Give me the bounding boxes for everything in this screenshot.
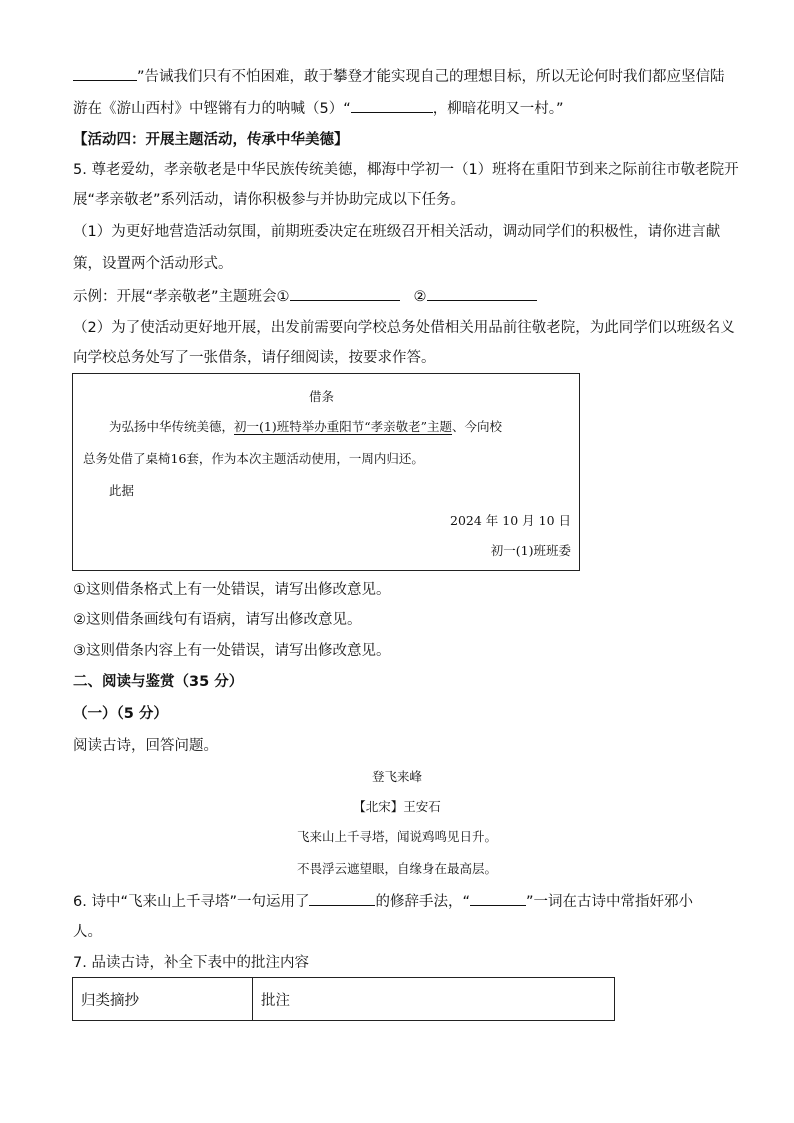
- underlined-sentence: 初一(1)班特举办重阳节“孝亲敬老”主题: [234, 419, 453, 434]
- iou-title: 借条: [309, 389, 335, 404]
- q5-task-3: ③这则借条内容上有一处错误，请写出修改意见。: [73, 643, 391, 659]
- answer-blank[interactable]: [290, 286, 400, 301]
- activity-4-heading: 【活动四：开展主题活动，传承中华美德】: [73, 132, 349, 148]
- q5-task-1: ①这则借条格式上有一处错误，请写出修改意见。: [73, 582, 391, 598]
- iou-date: 2024 年 10 月 10 日: [450, 513, 571, 528]
- iou-signature: 初一(1)班班委: [490, 543, 571, 558]
- reading-instruction: 阅读古诗，回答问题。: [73, 738, 218, 754]
- answer-blank[interactable]: [309, 891, 375, 906]
- table-header-cell: 归类摘抄: [73, 978, 253, 1021]
- annotation-table: [72, 977, 615, 1021]
- poem-line-2: 不畏浮云遮望眼，自缘身在最高层。: [296, 861, 497, 876]
- answer-blank[interactable]: [351, 98, 433, 113]
- iou-body-line-1: 为弘扬中华传统美德，初一(1)班特举办重阳节“孝亲敬老”主题、今向校: [109, 419, 503, 434]
- answer-blank[interactable]: [427, 286, 537, 301]
- poem-author: 【北宋】王安石: [353, 799, 441, 814]
- q6-line-1: 6. 诗中“飞来山上千寻塔”一句运用了 的修辞手法，“ ”一词在古诗中常指奸邪小: [73, 891, 693, 912]
- poem-line-1: 飞来山上千寻塔，闻说鸡鸣见日升。: [296, 829, 497, 844]
- table-header-cell: 批注: [253, 978, 615, 1021]
- answer-blank[interactable]: [73, 66, 137, 81]
- q5-sub2-line-2: 向学校总务处写了一张借条，请仔细阅读，按要求作答。: [73, 350, 436, 366]
- q5-intro-line-1: 5. 尊老爱幼，孝亲敬老是中华民族传统美德，椰海中学初一（1）班将在重阳节到来之际前往市敬老院开: [73, 162, 739, 178]
- table-row: [73, 978, 615, 1021]
- answer-blank[interactable]: [470, 891, 526, 906]
- iou-note: [72, 373, 580, 571]
- part-1-heading: （一）（5 分）: [73, 706, 168, 722]
- q7-prompt: 7. 品读古诗，补全下表中的批注内容: [73, 955, 309, 971]
- iou-closing: 此据: [109, 483, 135, 498]
- q6-line-2: 人。: [73, 924, 102, 940]
- q4-line-2: 游在《游山西村》中铿锵有力的呐喊（5）“ ，柳暗花明又一村。”: [73, 98, 564, 119]
- q5-intro-line-2: 展“孝亲敬老”系列活动，请你积极参与并协助完成以下任务。: [73, 192, 466, 208]
- section-2-heading: 二、阅读与鉴赏（35 分）: [73, 674, 244, 690]
- q5-sub1-line-1: （1）为更好地营造活动氛围，前期班委决定在班级召开相关活动，调动同学们的积极性，请你进言献: [73, 224, 721, 240]
- q5-sub2-line-1: （2）为了使活动更好地开展，出发前需要向学校总务处借相关用品前往敬老院，为此同学们以班级名义: [73, 320, 735, 336]
- poem-title: 登飞来峰: [371, 769, 422, 784]
- q4-line-1: ”告诫我们只有不怕困难，敢于攀登才能实现自己的理想目标，所以无论何时我们都应坚信陆: [73, 66, 725, 87]
- q5-example-line: 示例：开展“孝亲敬老”主题班会① ②: [73, 286, 537, 307]
- iou-body-line-2: 总务处借了桌椅16套，作为本次主题活动使用，一周内归还。: [83, 451, 424, 466]
- q5-sub1-line-2: 策，设置两个活动形式。: [73, 256, 233, 272]
- q5-task-2: ②这则借条画线句有语病，请写出修改意见。: [73, 612, 362, 628]
